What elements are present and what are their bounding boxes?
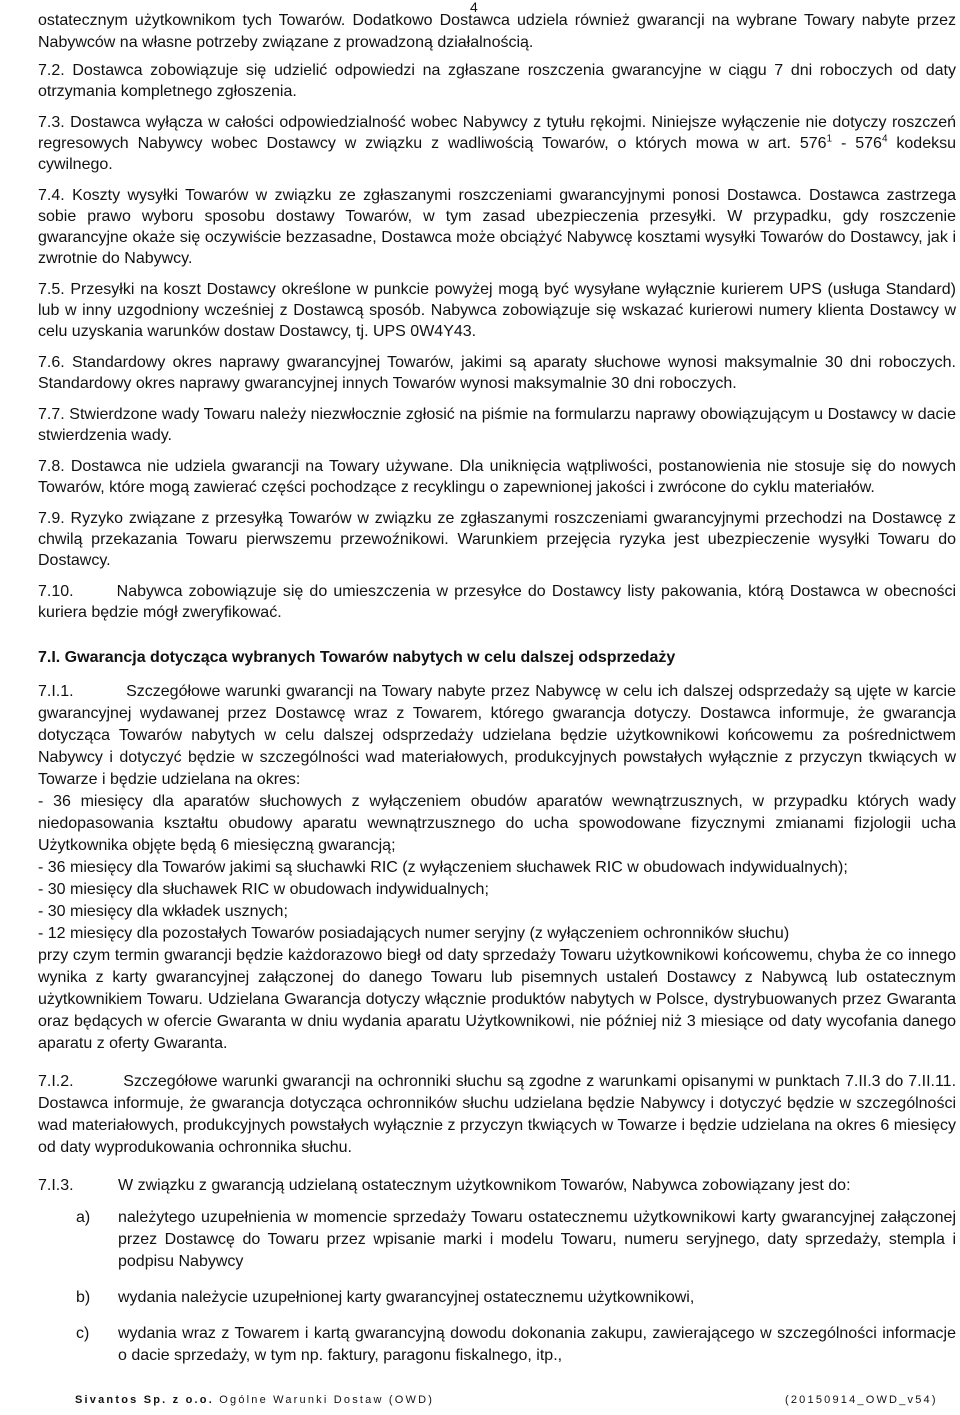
warranty-period-36-ric: - 36 miesięcy dla Towarów jakimi są słuchawki RIC (z wyłączeniem słuchawek RIC w obudowach indywidualnych); — [38, 859, 848, 876]
clause-7-I-3 — [38, 1175, 956, 1197]
section-heading: 7.I. Gwarancja dotycząca wybranych Towarów nabytych w celu dalszej odsprzedaży — [38, 649, 676, 666]
obligation-text: należytego uzupełnienia w momencie sprzedaży Towaru ostatecznemu użytkownikowi karty gwarancyjnej załączonej przez Dostawcę do Towaru przez wpisanie marki i modelu Towaru, numeru seryjnego, daty sprzedaży, stempla i podpisu Nabywcy — [118, 1209, 956, 1270]
clause-text: W związku z gwarancją udzielaną ostatecznym użytkownikom Towarów, Nabywca zobowiązany jest do: — [118, 1177, 851, 1194]
clause-7-I-1 — [38, 681, 956, 1055]
clause-7-4 — [38, 185, 956, 269]
clause-number: 7.4. — [38, 187, 65, 204]
superscript: 4 — [881, 133, 888, 145]
superscript: 1 — [826, 133, 833, 145]
clause-text: Dostawca zobowiązuje się udzielić odpowiedzi na zgłaszane roszczenia gwarancyjne w ciągu 7 dni roboczych od daty otrzymania kompletnego zgłoszenia. — [38, 62, 956, 100]
clause-number: 7.I.3. — [38, 1177, 74, 1194]
clause-text-mid: - 576 — [832, 135, 882, 152]
clause-7-8 — [38, 456, 956, 498]
list-letter: b) — [76, 1289, 91, 1306]
clause-text: Stwierdzone wady Towaru należy niezwłocznie zgłosić na piśmie na formularzu naprawy obowiązującym u Dostawcy w dacie stwierdzenia wady. — [38, 406, 956, 444]
clause-7-7 — [38, 404, 956, 446]
clause-text: Przesyłki na koszt Dostawcy określone w punkcie powyżej mogą być wysyłane wyłącznie kurierem UPS (usługa Standard) lub w inny uzgodniony wcześniej z Dostawcą sposób. Nabywca zobowiązuje się wskazać kurierowi numery klienta Dostawcy w celu uzyskania warunków dostaw Dostawcy, tj. UPS 0W4Y43. — [38, 281, 956, 340]
clause-text-tail: przy czym termin gwarancji będzie każdorazowo biegł od daty sprzedaży Towaru użytkownikowi końcowemu, chyba że co innego wynika z karty gwarancyjnej załączonej do danego Towaru lub pisemnych ustaleń Dostawcy z Nabywcą lub ostatecznym użytkownikiem Towaru. Udzielana Gwarancja dotyczy włącznie produktów nabytych w Polsce, dystrybuowanych przez Gwaranta oraz będących w ofercie Gwaranta w dniu wydania aparatu Użytkownikowi, nie później niż 3 miesiące od daty wycofania danego aparatu z oferty Gwaranta. — [38, 947, 956, 1052]
list-letter: a) — [76, 1209, 91, 1226]
warranty-period-12-pozostale: - 12 miesięcy dla pozostałych Towarów posiadających numer seryjny (z wyłączeniem ochronników słuchu) — [38, 925, 790, 942]
warranty-period-36-aparaty: - 36 miesięcy dla aparatów słuchowych z wyłączeniem obudów aparatów wewnątrzusznych, w przypadku których wady niedopasowania kształtu obudowy aparatu wewnątrzusznego do ucha spowodowane fizycznymi zmianami fizjologii ucha Użytkownika objęte będą 6 miesięczną gwarancją; — [38, 793, 956, 854]
clause-number: 7.5. — [38, 281, 65, 298]
clause-7-2 — [38, 60, 956, 102]
clause-number: 7.6. — [38, 354, 65, 371]
clause-text: Szczegółowe warunki gwarancji na ochronniki słuchu są zgodne z warunkami opisanymi w punktach 7.II.3 do 7.II.11. Dostawca informuje, że gwarancja dotycząca ochronników słuchu udzielana będzie Nabywcy i dotyczyć będzie w szczególności wad materiałowych, produkcyjnych powstałych wyłącznie z przyczyn tkwiących w Towarze i będzie udzielana na okres 6 miesięcy od daty wyprodukowania ochronnika słuchu. — [38, 1073, 957, 1156]
obligation-c — [76, 1323, 956, 1367]
clause-number: 7.I.1. — [38, 683, 74, 700]
clause-7-I-2 — [38, 1071, 956, 1159]
warranty-period-30-wkladki: - 30 miesięcy dla wkładek usznych; — [38, 903, 288, 920]
clause-7-5 — [38, 279, 956, 342]
clause-text: Dostawca nie udziela gwarancji na Towary używane. Dla uniknięcia wątpliwości, postanowienia nie stosuje się do nowych Towarów, które mogą zawierać części pochodzące z recyklingu o zapewnionej jakości i zwrócone do cyklu materiałów. — [38, 458, 957, 496]
obligation-text: wydania wraz z Towarem i kartą gwarancyjną dowodu dokonania zakupu, zawierającego w szczególności informacje o dacie sprzedaży, w tym np. faktury, paragonu fiskalnego, itp., — [118, 1325, 956, 1364]
clause-text: Dostawca wyłącza w całości odpowiedzialność wobec Nabywcy z tytułu rękojmi. Niniejsze wyłączenie nie dotyczy roszczeń regresowych Nabywcy wobec Dostawcy w związku z wadliwością Towarów, o których mowa w art. 576 — [38, 114, 956, 152]
obligation-text: wydania należycie uzupełnionej karty gwarancyjnej ostatecznemu użytkownikowi, — [118, 1289, 695, 1306]
clause-7-6 — [38, 352, 956, 394]
clause-text-tail: kodeksu cywilnego. — [38, 135, 956, 173]
clause-7-9 — [38, 508, 956, 571]
clause-text: Nabywca zobowiązuje się do umieszczenia w przesyłce do Dostawcy listy pakowania, którą Dostawca w obecności kuriera będzie mógł zweryfikować. — [38, 583, 956, 621]
clause-number: 7.2. — [38, 62, 65, 79]
list-letter: c) — [76, 1325, 90, 1342]
intro-paragraph: ostatecznym użytkownikom tych Towarów. Dodatkowo Dostawca udziela również gwarancji na wybrane Towary nabyte przez Nabywców na własne potrzeby związane z prowadzoną działalnością. — [38, 12, 956, 51]
clause-7-10 — [38, 581, 956, 623]
document-body — [38, 10, 956, 1377]
page-number: 4 — [470, 0, 478, 15]
clause-text: Ryzyko związane z przesyłką Towarów w związku ze zgłaszanymi roszczeniami gwarancyjnymi przechodzi na Dostawcę z chwilą przekazania Towaru pierwszemu przewoźnikowi. Warunkiem przejęcia ryzyka jest ubezpieczenie wysyłki Towaru do Dostawcy. — [38, 510, 957, 569]
footer-doc-title: Ogólne Warunki Dostaw (OWD) — [213, 1394, 435, 1406]
clause-text: Szczegółowe warunki gwarancji na Towary nabyte przez Nabywcę w celu ich dalszej odsprzedaży są ujęte w karcie gwarancyjnej wydawanej przez Dostawcę wraz z Towarem, którego gwarancja dotyczy. Dostawca informuje, że gwarancja dotycząca Towarów nabytych w celu dalszej odsprzedaży udzielana będzie użytkownikowi końcowemu za pośrednictwem Nabywcy i dotyczyć będzie w szczególności wad materiałowych, produkcyjnych powstałych wyłącznie z przyczyn tkwiących w Towarze i będzie udzielana na okres: — [38, 683, 957, 788]
footer-doc-code: (20150914_OWD_v54) — [785, 1394, 938, 1406]
obligation-a — [76, 1207, 956, 1273]
clause-number: 7.8. — [38, 458, 65, 475]
page-footer — [75, 1394, 938, 1406]
warranty-period-30-ric: - 30 miesięcy dla słuchawek RIC w obudowach indywidualnych; — [38, 881, 489, 898]
clause-text: Standardowy okres naprawy gwarancyjnej Towarów, jakimi są aparaty słuchowe wynosi maksymalnie 30 dni roboczych. Standardowy okres naprawy gwarancyjnej innych Towarów wynosi maksymalnie 30 dni roboczych. — [38, 354, 956, 392]
clause-text: Koszty wysyłki Towarów w związku ze zgłaszanymi roszczeniami gwarancyjnymi ponosi Dostawca. Dostawca zastrzega sobie prawo wyboru sposobu dostawy Towarów, w tym zasad ubezpieczenia przesyłki. W przypadku, gdy roszczenie gwarancyjne okaże się oczywiście bezzasadne, Dostawca może obciążyć Nabywcę kosztami wysyłki Towarów do Dostawcy, jak i zwrotnie do Nabywcy. — [38, 187, 957, 267]
clause-number: 7.I.2. — [38, 1073, 74, 1090]
footer-company: Sivantos Sp. z o.o. — [75, 1394, 214, 1406]
clause-number: 7.3. — [38, 114, 65, 131]
obligation-b — [76, 1287, 956, 1309]
clause-7-3 — [38, 112, 956, 175]
clause-number: 7.7. — [38, 406, 65, 423]
clause-number: 7.10. — [38, 583, 74, 600]
clause-number: 7.9. — [38, 510, 65, 527]
